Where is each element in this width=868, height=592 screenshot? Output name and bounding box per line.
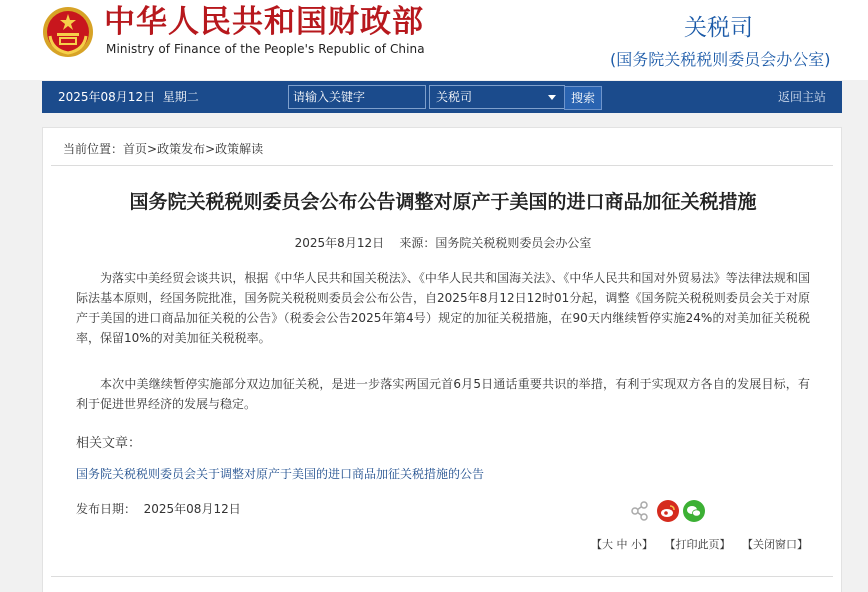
article-panel <box>42 127 842 592</box>
article-title: 国务院关税税则委员会公布公告调整对原产于美国的进口商品加征关税措施 <box>129 191 757 213</box>
font-small-button[interactable]: 小 <box>631 538 642 551</box>
print-button[interactable]: 【打印此页】 <box>664 538 731 551</box>
related-article-link[interactable]: 国务院关税税则委员会关于调整对原产于美国的进口商品加征关税措施的公告 <box>76 467 485 481</box>
font-size-close: 】 <box>642 538 653 551</box>
site-name-en: Ministry of Finance of the People's Republic of China <box>106 42 425 56</box>
divider <box>51 165 833 166</box>
search-scope-value: 关税司 <box>436 90 473 104</box>
article-meta: 2025年8月12日 来源：国务院关税税则委员会办公室 <box>294 236 592 250</box>
return-home-link[interactable]: 返回主站 <box>777 90 826 104</box>
site-name-cn: 中华人民共和国财政部 <box>104 4 424 40</box>
share-icon[interactable] <box>629 500 651 522</box>
wechat-icon[interactable] <box>683 500 705 522</box>
breadcrumb-policy-interpretation[interactable]: 政策解读 <box>215 142 264 156</box>
font-large-button[interactable]: 大 <box>602 538 613 551</box>
national-emblem-icon <box>42 6 94 58</box>
current-date: 2025年08月12日 星期二 <box>58 90 199 104</box>
department-office: (国务院关税税则委员会办公室) <box>610 50 831 69</box>
font-medium-button[interactable]: 中 <box>616 538 628 551</box>
search-scope-select[interactable] <box>429 85 565 109</box>
search-input[interactable] <box>288 85 426 109</box>
related-articles-label: 相关文章： <box>76 436 142 451</box>
nav-bar <box>42 81 842 113</box>
article-paragraph: 为落实中美经贸会谈共识，根据《中华人民共和国关税法》、《中华人民共和国海关法》、《中华人民共和国对外贸易法》等法律法规和国际法基本原则，经国务院批准，国务院关税税则委员会公布公告，自2025年8月12日12时01分起，调整《国务院关税税则委员会关于对原产于美国的进口商品加征关税的公告》（税委会公告2025年第4号）规定的加征关税措施，在90天内继续暂停实施24%的对美加征关税税率，保留10%的对美加征关税税率。 <box>76 271 810 345</box>
page-tools <box>591 537 808 553</box>
divider <box>51 576 833 577</box>
breadcrumb-separator: > <box>205 142 216 156</box>
breadcrumb-policy-release[interactable]: 政策发布 <box>157 142 206 156</box>
breadcrumb <box>63 141 263 157</box>
breadcrumb-home[interactable]: 首页 <box>123 142 148 156</box>
article-paragraph: 本次中美继续暂停实施部分双边加征关税，是进一步落实两国元首6月5日通话重要共识的举措，有利于实现双方各自的发展目标，有利于促进世界经济的发展与稳定。 <box>76 377 810 411</box>
site-header <box>0 0 868 80</box>
search-button[interactable]: 搜索 <box>564 86 602 110</box>
font-size-open: 【 <box>591 538 602 551</box>
weibo-icon[interactable] <box>657 500 679 522</box>
close-window-button[interactable]: 【关闭窗口】 <box>742 538 808 551</box>
breadcrumb-prefix: 当前位置： <box>63 142 124 156</box>
breadcrumb-separator: > <box>147 142 158 156</box>
department-name: 关税司 <box>684 15 753 41</box>
chevron-down-icon <box>548 95 556 100</box>
publish-date: 发布日期： 2025年08月12日 <box>76 502 241 516</box>
